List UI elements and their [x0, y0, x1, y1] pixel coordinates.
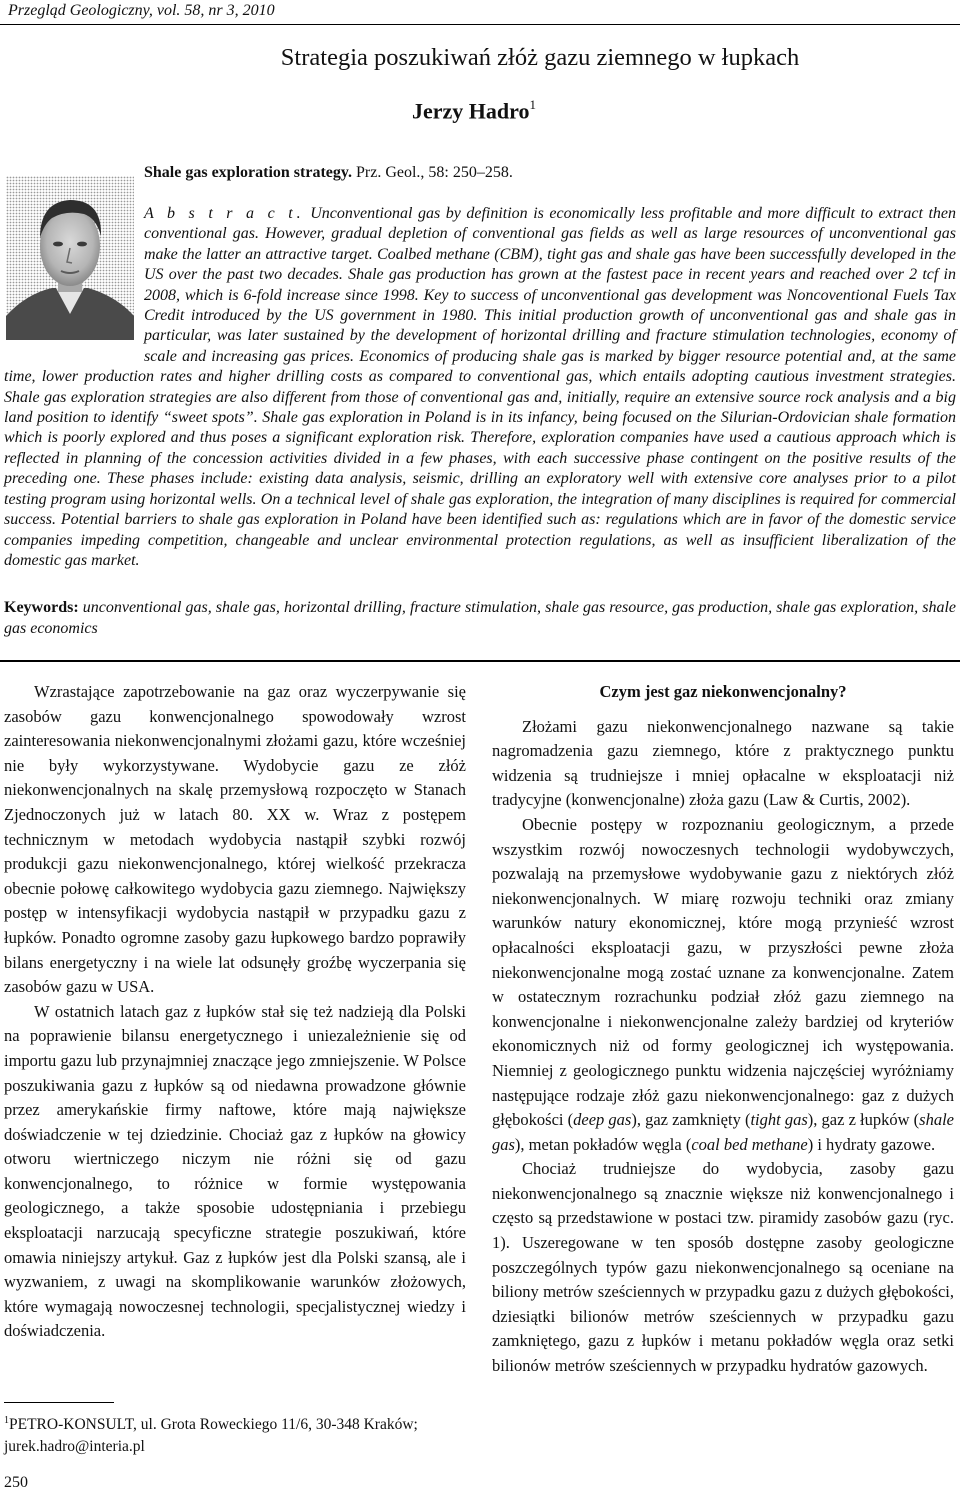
citation-title: Shale gas exploration strategy. — [144, 164, 352, 181]
abstract-text: Unconventional gas by definition is economically less profitable and more difficult to extract then conventional gas. However, gradual depletion of conventional gas fields as well as large resources of unconventional gas make the latter an attractive target. Coalbed methane (CBM), tight gas and shale gas have been successfully developed in the US over the past two decades. Shale gas production has grown at the fastest pace in recent years and reached over 2 tcf in 2008, which is 6-fold increase since 1998. Key to success of unconventional gas development was Noncoventional Fuels Tax Credit introduced by the US government in 1980. This initial production growth of unconventional gas and shale gas in particular, was later sustained by the development of horizontal drilling and fracture stimulation technologies, economy of scale and increasing gas prices. Economics of producing shale gas is marked by bigger resource potential and, at the same time, lower production rates and higher drilling costs as compared to conventional gas, which entails adopting cautious investment strategies. Shale gas exploration strategies are also different from those of conventional gas and, initially, require an extensive source rock analysis and a big land position to identify “sweet spots”. Shale gas exploration in Poland is in its infancy, being focused on the Silurian-Ordovician shale formation which is poorly explored and thus poses a significant exploration risk. Therefore, exploration companies have used a cautious approach which is reflected in planning of the concession activities divided in a few phases, with each successive phase contingent on the positive results of the preceding one. These phases include: existing data analysis, seismic, drilling an exploratory well with extensive core analyses prior to a pilot testing program using horizontal wells. On a technical level of shale gas exploration, the integration of many disciplines is required for commercial success. Potential barriers to shale gas exploration in Poland have been identified such as: regulations which are in favor of the domestic service companies impeding competition, changeable and unclear environmental protection regulations, as well as insufficient liberalization of the domestic gas market. — [4, 205, 957, 569]
citation-reference: Prz. Geol., 58: 250–258. — [352, 164, 513, 181]
right-paragraph-2 — [492, 813, 954, 1157]
term-coal-bed-methane: coal bed methane — [691, 1134, 808, 1154]
right-paragraph-2-part-d: ), metan pokładów węgla ( — [514, 1134, 692, 1154]
footnote-rule — [4, 1402, 114, 1403]
citation — [144, 164, 513, 182]
keywords-label: Keywords: — [4, 599, 79, 616]
right-paragraph-2-part-e: ) i hydraty gazowe. — [807, 1134, 936, 1154]
right-paragraph-3: Chociaż trudniejsze do wydobycia, zasoby gazu niekonwencjonalnego są znacznie większe niż konwencjonalnego i często są przedstawione w postaci tzw. piramidy zasobów gazu (ryc. 1). Uszeregowane w ten sposób dostępne zasoby geologiczne poszczególnych typów gazu niekonwencjonalnego są oceniane na biliony metrów sześciennych w przypadku gazu z dużych głębokości, dziesiątki bilionów metrów sześciennych w przypadku gazu zamkniętego, gazu z łupków i metanu pokładów węgla oraz setki bilionów metrów sześciennych w przypadku hydratów gazowych. — [492, 1159, 954, 1376]
article-title: Strategia poszukiwań złóż gazu ziemnego w łupkach — [280, 44, 800, 71]
left-paragraph-2: W ostatnich latach gaz z łupków stał się też nadzieją dla Polski na poprawienie bilansu energetycznego i uniezależnienie się od importu gazu lub przynajmniej znaczące jego zmniejszenie. W Polsce poszukiwania gazu z łupków są od niedawna prowadzone głównie przez amerykańskie firmy naftowe, które mają największe doświadczenie w tej dziedzinie. Chociaż gaz z łupków na głowicy otworu wiertniczego niczym nie różni się od gazu konwencjonalnego, to różnice w formie występowania geologicznego, a także sposobie udostępniania i przebiegu eksploatacji narzucają specyficzne strategie poszukiwań, które omawia niniejszy artykuł. Gaz z łupków jest dla Polski szansą, ale i wyzwaniem, z uwagi na skomplikowanie warunków złożowych, które wymagają nowoczesnej technologii, specjalistycznej wiedzy i doświadczenia. — [4, 1001, 466, 1341]
abstract-photo-space — [4, 204, 144, 364]
header-rule — [0, 24, 960, 25]
footnote-mark: 1 — [4, 1415, 9, 1426]
keywords-text: unconventional gas, shale gas, horizontal drilling, fracture stimulation, shale gas resource, gas production, shale gas exploration, shale gas economics — [4, 599, 956, 637]
author-line — [412, 98, 536, 124]
keywords — [4, 598, 956, 640]
abstract-lead: A b s t r a c t. — [144, 205, 305, 222]
left-column — [4, 680, 466, 1344]
right-paragraph-2-part-a: Obecnie postępy w rozpoznaniu geologicznym, a przede wszystkim rozwój nowoczesnych technologii wydobywczych, pozwalają na przemysłowe wydobywanie gazu z niektórych złóż niekonwencjonalnych. W miarę rozwoju techniki oraz zmiany warunków natury ekonomicznej, które mogą przynieść wzrost opłacalności eksploatacji gazu, w przyszłości pewne złoża niekonwencjonalne mogą zostać uznane za konwencjonalne. Zatem w ostatecznym rozrachunku podział złóż gazu ziemnego na konwencjonalne i niekonwencjonalne zależy bardziej od kryteriów ekonomicznych niż od formy geologicznej ich występowania. Niemniej z geologicznego punktu widzenia najczęściej wyróżniamy następujące rodzaje złóż gazu niekonwencjonalnego: gaz z dużych głębokości ( — [492, 814, 954, 1130]
running-head: Przegląd Geologiczny, vol. 58, nr 3, 2010 — [8, 2, 275, 19]
footnote — [4, 1410, 474, 1458]
right-paragraph-1: Złożami gazu niekonwencjonalnego nazwane są takie nagromadzenia gazu ziemnego, które z praktycznego punktu widzenia są trudniejsze i mniej opłacalne w eksploatacji niż tradycyjne (konwencjonalne) złoża gazu (Law & Curtis, 2002). — [492, 716, 954, 810]
page-number: 250 — [4, 1474, 28, 1491]
section-divider — [0, 660, 960, 662]
right-paragraph-2-part-b: ), gaz zamknięty ( — [631, 1110, 751, 1130]
term-tight-gas: tight gas — [750, 1110, 808, 1130]
left-paragraph-1: Wzrastające zapotrzebowanie na gaz oraz wyczerpywanie się zasobów gazu konwencjonalnego spowodowały wzrost zainteresowania niekonwencjonalnymi złożami gazu, które wcześniej nie były wykorzystywane. Wydobycie gazu ze złóż niekonwencjonalnych na skalę przemysłową rozpoczęto w Stanach Zjednoczonych już w latach 80. XX w. Wraz z postępem technicznym w metodach wydobycia nastąpił szybki rozwój produkcji gazu niekonwencjonalnego, której wielkość przekracza obecnie połowę całkowitego wydobycia gazu ziemnego. Największy postęp w intensyfikacji wydobycia nastąpił w przypadku gazu z łupków. Ponadto ogromne zasoby gazu łupkowego bardzo poprawiły bilans energetyczny i na wiele lat odsunęły groźbę wyczerpania się zasobów gazu w USA. — [4, 682, 466, 997]
right-column — [492, 680, 954, 1379]
term-deep-gas: deep gas — [573, 1110, 632, 1130]
right-paragraph-2-part-c: ), gaz z łupków ( — [807, 1110, 920, 1130]
abstract — [4, 204, 956, 571]
footnote-text: PETRO-KONSULT, ul. Grota Roweckiego 11/6, 30-348 Kraków; jurek.hadro@interia.pl — [4, 1416, 418, 1456]
author-footnote-mark: 1 — [529, 97, 537, 112]
author-name: Jerzy Hadro — [412, 98, 530, 124]
term-shale-gas: shale gas — [492, 1110, 954, 1154]
section-heading: Czym jest gaz niekonwencjonalny? — [599, 682, 847, 701]
